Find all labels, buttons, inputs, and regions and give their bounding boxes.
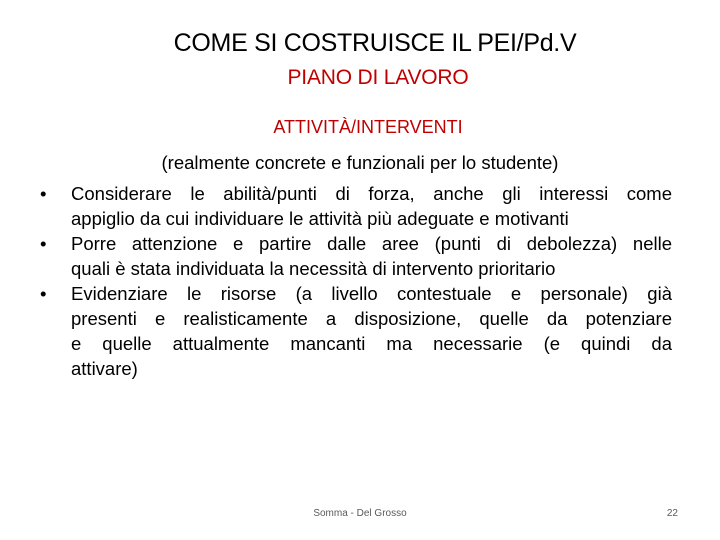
bullet-item	[40, 281, 672, 381]
bullet-dot: •	[40, 183, 47, 204]
section-heading: ATTIVITÀ/INTERVENTI	[273, 117, 463, 137]
bullet-line: Evidenziare le risorse (a livello contestuale e personale) già	[71, 283, 672, 304]
bullet-line: Considerare le abilità/punti di forza, anche gli interessi come	[71, 183, 672, 204]
bullet-line: appiglio da cui individuare le attività più adeguate e motivanti	[71, 208, 569, 229]
bullet-line: attivare)	[71, 358, 138, 379]
page-number: 22	[666, 508, 678, 519]
bullet-dot: •	[40, 233, 47, 254]
bullet-list	[40, 181, 672, 381]
bullet-item	[40, 181, 672, 231]
bullet-line: Porre attenzione e partire dalle aree (punti di debolezza) nelle	[71, 233, 672, 254]
footer-author: Somma - Del Grosso	[313, 508, 407, 519]
slide-subtitle: PIANO DI LAVORO	[287, 66, 469, 89]
slide-title: COME SI COSTRUISCE IL PEI/Pd.V	[173, 29, 577, 57]
bullet-line: e quelle attualmente mancanti ma necessarie (e quindi da	[71, 333, 672, 354]
bullet-item	[40, 231, 672, 281]
bullet-dot: •	[40, 283, 47, 304]
section-note: (realmente concrete e funzionali per lo studente)	[161, 152, 559, 173]
bullet-line: quali è stata individuata la necessità di intervento prioritario	[71, 258, 556, 279]
bullet-line: presenti e realisticamente a disposizione, quelle da potenziare	[71, 308, 672, 329]
